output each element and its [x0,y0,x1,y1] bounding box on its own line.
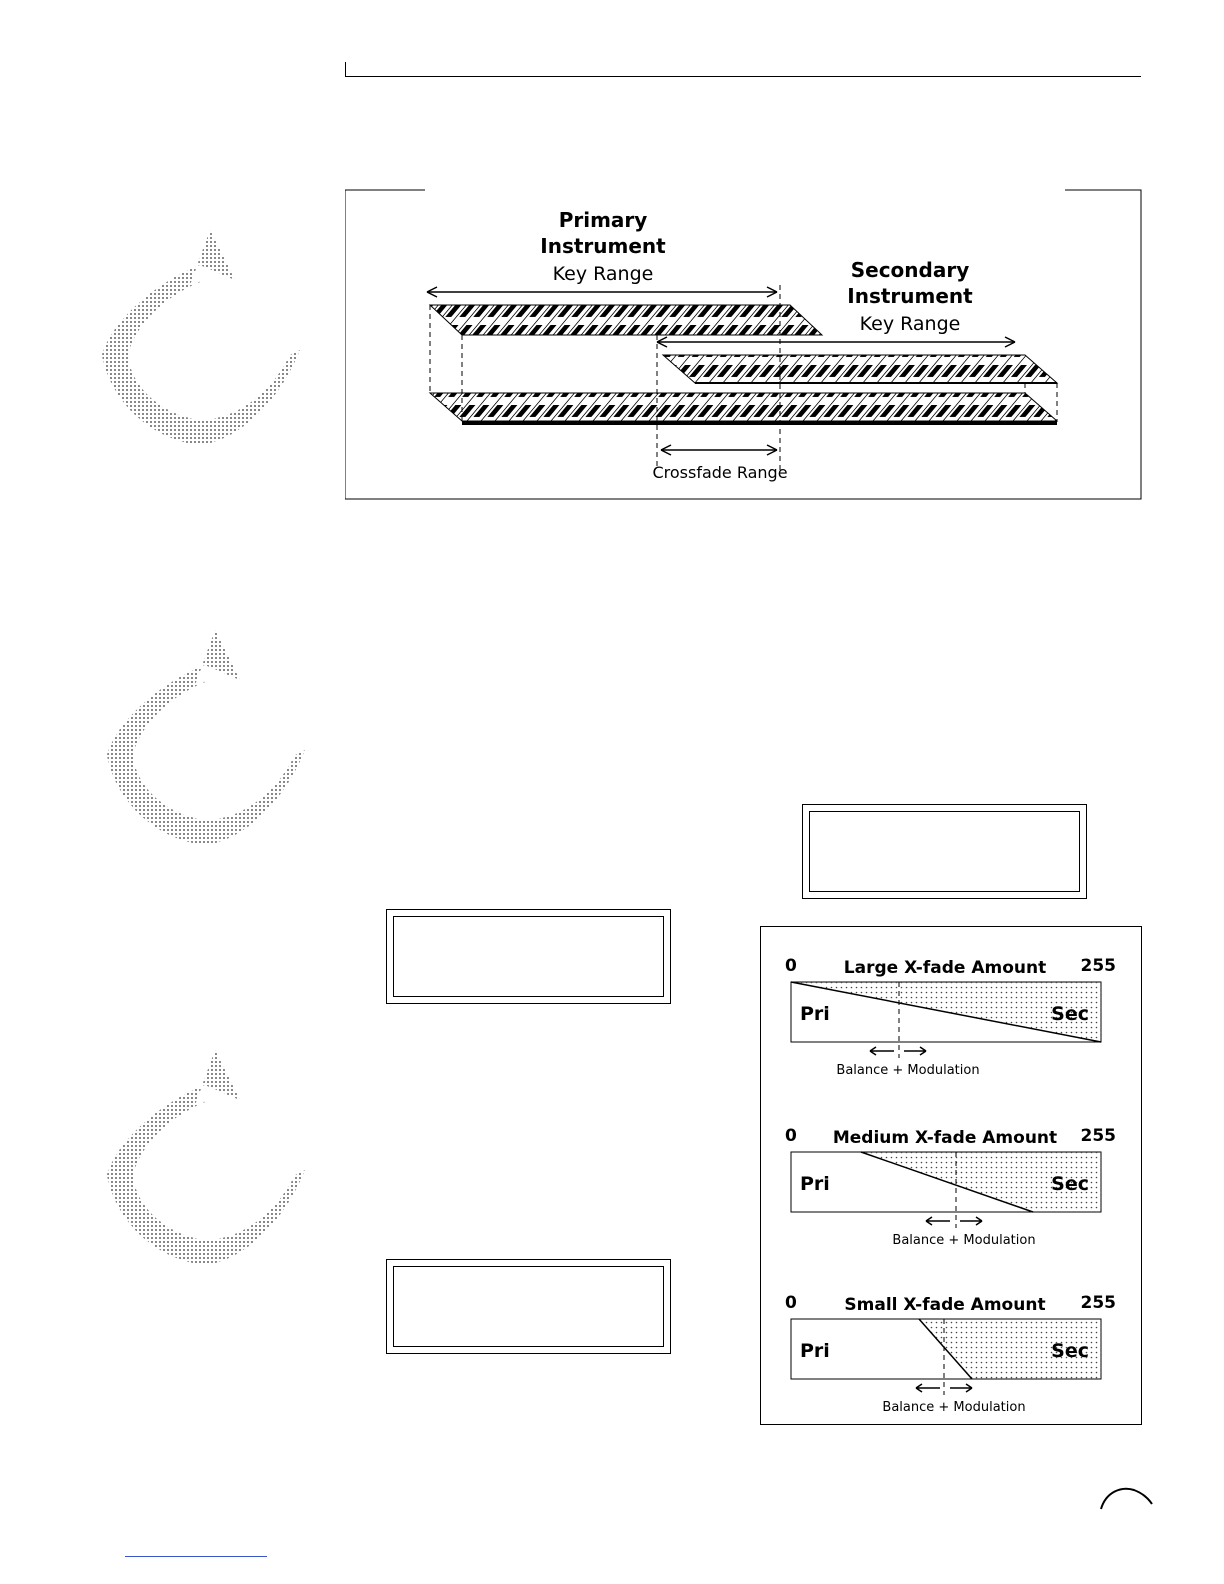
crossfade-label: Crossfade Range [652,463,788,482]
panel-min: 0 [785,1126,797,1146]
panel-title: Medium X-fade Amount [832,1128,1058,1148]
xfade-figure [760,926,1142,1426]
swirl-icon [90,225,310,455]
swirl-icon [95,1045,315,1275]
secondary-label-1: Secondary [850,258,970,282]
header-tick [345,62,346,76]
primary-label-3: Key Range [552,263,654,285]
panel-right: Sec [1051,1340,1089,1362]
footer-link-underline [125,1556,267,1557]
panel-min: 0 [785,956,797,976]
panel-caption: Balance + Modulation [892,1233,1036,1248]
lcd-display [802,804,1087,899]
primary-label-2: Instrument [540,234,666,258]
panel-right: Sec [1051,1003,1089,1025]
swirl-icon [95,625,315,855]
panel-left: Pri [800,1173,830,1195]
panel-caption: Balance + Modulation [836,1063,980,1078]
lcd-display [386,1259,671,1354]
panel-caption: Balance + Modulation [882,1400,1026,1415]
panel-left: Pri [800,1340,830,1362]
panel-max: 255 [1080,1293,1116,1313]
panel-max: 255 [1080,956,1116,976]
panel-min: 0 [785,1293,797,1313]
keyrange-figure [345,185,1142,500]
panel-max: 255 [1080,1126,1116,1146]
lcd-display [386,909,671,1004]
secondary-label-3: Key Range [859,313,961,335]
panel-right: Sec [1051,1173,1089,1195]
primary-label-1: Primary [558,208,648,232]
corner-logo-icon [1096,1484,1156,1514]
panel-title: Large X-fade Amount [843,958,1047,978]
panel-title: Small X-fade Amount [844,1295,1046,1315]
secondary-label-2: Instrument [847,284,973,308]
header-rule [345,76,1141,77]
panel-left: Pri [800,1003,830,1025]
